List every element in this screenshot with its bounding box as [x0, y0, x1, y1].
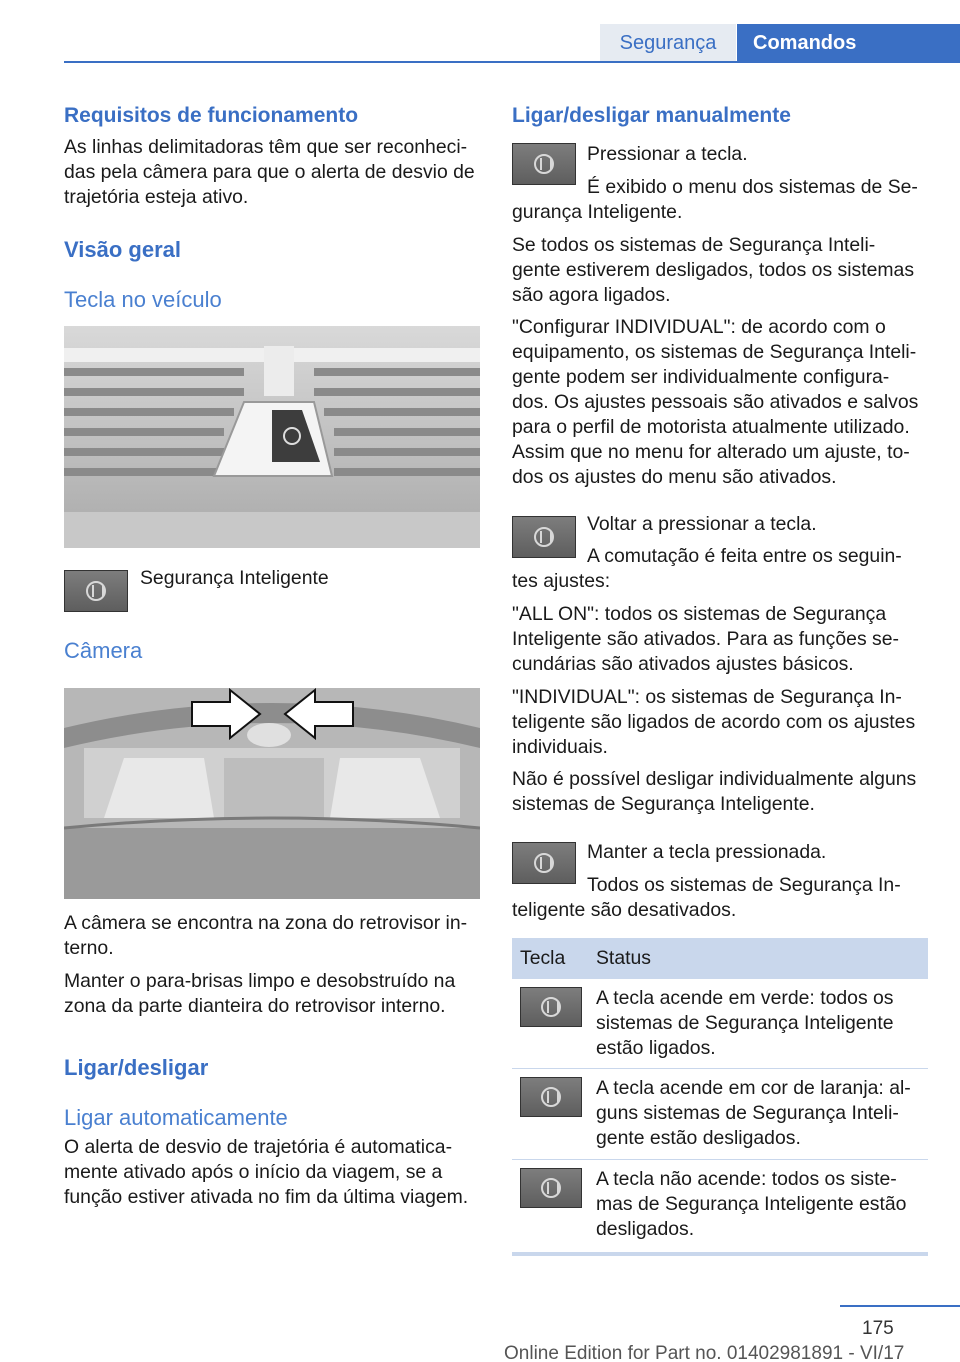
step1-line-2: gurança Inteligente.: [512, 201, 683, 223]
camera-line-3: Manter o para-brisas limpo e desobstruído na: [64, 970, 456, 992]
col-header-status: Status: [596, 947, 651, 969]
step2: Voltar a pressionar a tecla.: [587, 513, 817, 535]
step1: Pressionar a tecla.: [587, 143, 748, 165]
header-rule: [64, 61, 960, 63]
p2-line-7: dos os ajustes do menu são ativados.: [512, 466, 837, 488]
page-header: [0, 0, 960, 62]
row1-line-2: sistemas de Segurança Inteligente: [596, 1012, 894, 1034]
p3-line-1: "ALL ON": todos os sistemas de Segurança: [512, 603, 887, 625]
auto-line-2: mente ativado após o início da viagem, se a: [64, 1161, 443, 1183]
auto-line-3: função estiver ativada no fim da última viagem.: [64, 1186, 469, 1208]
intelligent-safety-icon: [520, 987, 582, 1027]
row3-line-2: mas de Segurança Inteligente estão: [596, 1193, 907, 1215]
row2-line-3: gente estão desligados.: [596, 1127, 801, 1149]
p1-line-3: são agora ligados.: [512, 284, 671, 306]
footer-edition: Online Edition for Part no. 01402981891 - VI/17: [504, 1343, 905, 1362]
p3-line-3: cundárias são ativados ajustes básicos.: [512, 653, 854, 675]
camera-line-4: zona da parte dianteira do retrovisor interno.: [64, 995, 446, 1017]
header-section: Segurança: [600, 24, 736, 62]
intelligent-safety-icon: [520, 1077, 582, 1117]
row1-line-1: A tecla acende em verde: todos os: [596, 987, 894, 1009]
req-line-1: As linhas delimitadoras têm que ser reconheci-: [64, 136, 468, 158]
row3-line-3: desligados.: [596, 1218, 695, 1240]
table-header: [512, 938, 928, 979]
header-chapter: Comandos: [737, 24, 960, 62]
p1-line-2: gente estiverem desligados, todos os sistemas: [512, 259, 915, 281]
camera-arrow-icons: [190, 688, 355, 740]
overview-title: Visão geral: [64, 237, 181, 262]
camera-title: Câmera: [64, 638, 143, 663]
step3: Manter a tecla pressionada.: [587, 841, 827, 863]
step3-line-2: teligente são desativados.: [512, 899, 737, 921]
table-row: [512, 1160, 928, 1252]
intelligent-safety-icon: [64, 570, 128, 612]
table-row: [512, 979, 928, 1069]
p2-line-4: dos. Os ajustes pessoais são ativados e salvos: [512, 391, 919, 413]
intelligent-safety-icon: [512, 516, 576, 558]
req-line-3: trajetória esteja ativo.: [64, 186, 249, 208]
p4-line-2: teligente são ligados de acordo com os ajustes: [512, 711, 916, 733]
req-line-2: das pela câmera para que o alerta de desvio de: [64, 161, 475, 183]
row3-line-1: A tecla não acende: todos os siste-: [596, 1168, 897, 1190]
col-header-key: Tecla: [520, 947, 566, 969]
intelligent-safety-icon: [520, 1168, 582, 1208]
camera-line-1: A câmera se encontra na zona do retrovisor in-: [64, 912, 468, 934]
p2-line-2: equipamento, os sistemas de Segurança Inteli-: [512, 341, 917, 363]
p5-line-2: sistemas de Segurança Inteligente.: [512, 793, 815, 815]
table-bottom-rule: [512, 1252, 928, 1256]
onoff-title: Ligar/desligar: [64, 1055, 209, 1080]
status-table: [512, 938, 928, 1256]
p4-line-1: "INDIVIDUAL": os sistemas de Segurança In-: [512, 686, 902, 708]
page-number: 175: [862, 1318, 894, 1339]
p2-line-5: para o perfil de motorista atualmente utilizado.: [512, 416, 910, 438]
table-row: [512, 1069, 928, 1160]
p4-line-3: individuais.: [512, 736, 608, 758]
manual-title: Ligar/desligar manualmente: [512, 104, 791, 127]
p5-line-1: Não é possível desligar individualmente alguns: [512, 768, 917, 790]
auto-line-1: O alerta de desvio de trajetória é automatica-: [64, 1136, 453, 1158]
step2-line-2: tes ajustes:: [512, 570, 611, 592]
row2-line-1: A tecla acende em cor de laranja: al-: [596, 1077, 911, 1099]
auto-title: Ligar automaticamente: [64, 1105, 288, 1130]
p2-line-6: Assim que no menu for alterado um ajuste, to-: [512, 441, 910, 463]
p2-line-3: gente podem ser individualmente configura-: [512, 366, 890, 388]
step3-line-1: Todos os sistemas de Segurança In-: [587, 874, 901, 896]
row2-line-2: guns sistemas de Segurança Inteli-: [596, 1102, 899, 1124]
key-title: Tecla no veículo: [64, 287, 222, 312]
p3-line-2: Inteligente são ativados. Para as funções se-: [512, 628, 899, 650]
intelligent-safety-icon: [512, 143, 576, 185]
p1-line-1: Se todos os sistemas de Segurança Inteli-: [512, 234, 876, 256]
req-title: Requisitos de funcionamento: [64, 104, 359, 127]
key-caption: Segurança Inteligente: [140, 567, 329, 589]
row1-line-3: estão ligados.: [596, 1037, 716, 1059]
intelligent-safety-icon: [512, 842, 576, 884]
step1-line-1: É exibido o menu dos sistemas de Se-: [587, 176, 918, 198]
p2-line-1: "Configurar INDIVIDUAL": de acordo com o: [512, 316, 886, 338]
camera-line-2: terno.: [64, 937, 114, 959]
step2-line-1: A comutação é feita entre os seguin-: [587, 545, 902, 567]
footer-rule: [840, 1305, 960, 1307]
dashboard-key-photo: [64, 326, 480, 548]
